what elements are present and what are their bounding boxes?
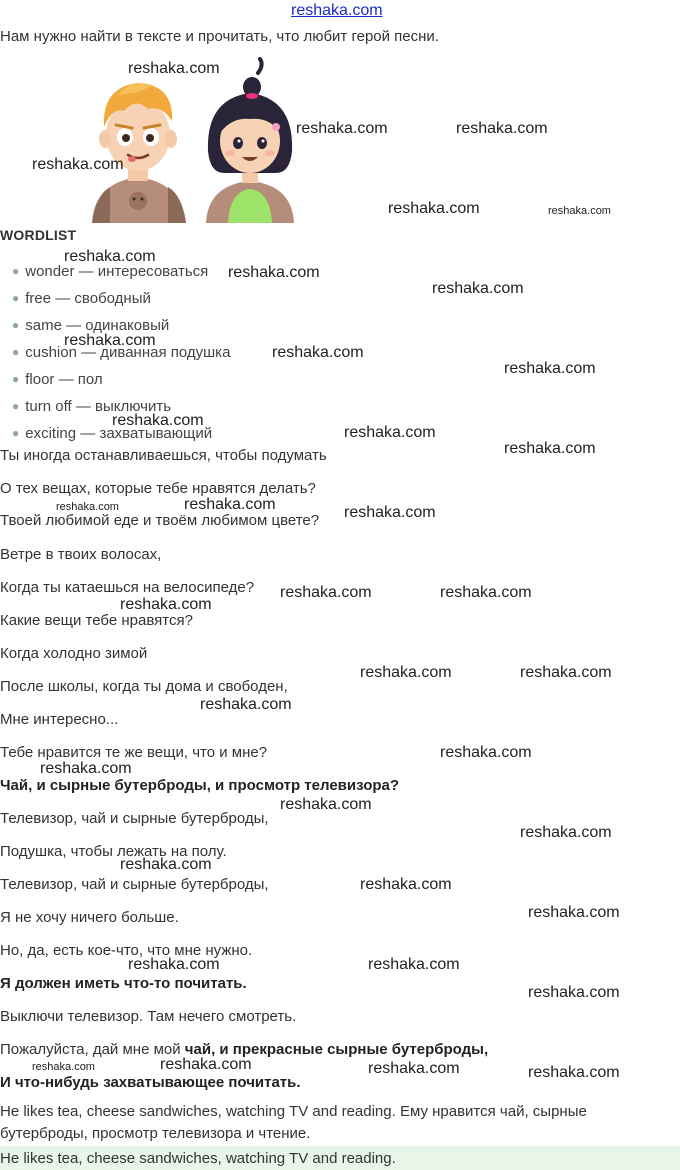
watermark: reshaka.com	[120, 856, 212, 873]
bullet-icon: ●	[12, 264, 20, 278]
bullet-icon: ●	[12, 345, 20, 359]
watermark: reshaka.com	[128, 956, 220, 973]
wordlist-item: ● cushion — диванная подушка	[12, 344, 231, 361]
watermark: reshaka.com	[360, 664, 452, 681]
bullet-icon: ●	[12, 426, 20, 440]
boy-figure	[92, 83, 186, 223]
boy-and-girl-illustration	[88, 55, 348, 223]
poem-line: Телевизор, чай и сырные бутерброды,	[0, 876, 269, 893]
watermark: reshaka.com	[344, 504, 436, 521]
watermark: reshaka.com	[112, 412, 204, 429]
poem-line-first-letter: И	[0, 1074, 11, 1091]
poem-line-highlight: Я должен иметь что-то почитать.	[0, 975, 247, 992]
watermark: reshaka.com	[440, 584, 532, 601]
poem-line: Тебе нравится те же вещи, что и мне?	[0, 744, 268, 761]
watermark: reshaka.com	[32, 156, 124, 173]
watermark: reshaka.com	[520, 664, 612, 681]
watermark: reshaka.com	[184, 496, 276, 513]
poem-line: Телевизор, чай и сырные бутерброды,	[0, 810, 269, 827]
poem-line: Мне интересно...	[0, 711, 119, 728]
watermark: reshaka.com	[528, 904, 620, 921]
bullet-icon: ●	[12, 372, 20, 386]
wordlist-item: ● turn off — выключить	[12, 398, 172, 415]
wordlist-item: ● floor — пол	[12, 371, 103, 388]
watermark: reshaka.com	[40, 760, 132, 777]
wordlist-item: ● same — одинаковый	[12, 317, 170, 334]
answer-text: He likes tea, cheese sandwiches, watching TV and reading.	[0, 1150, 396, 1167]
watermark: reshaka.com	[368, 956, 460, 973]
watermark: reshaka.com	[520, 824, 612, 841]
watermark: reshaka.com	[504, 440, 596, 457]
poem-line: Выключи телевизор. Там нечего смотреть.	[0, 1008, 297, 1025]
summary-line: бутерброды, просмотр телевизора и чтение.	[0, 1125, 311, 1142]
poem-line: Ты иногда останавливаешься, чтобы подумать	[0, 447, 327, 464]
watermark: reshaka.com	[456, 120, 548, 137]
poem-line-bold-part: что-нибудь захватывающее почитать.	[10, 1074, 301, 1091]
watermark: reshaka.com	[432, 280, 524, 297]
girl-figure	[206, 59, 294, 223]
watermark: reshaka.com	[64, 248, 156, 265]
poem-line: Я не хочу ничего больше.	[0, 909, 179, 926]
watermark: reshaka.com	[32, 1061, 95, 1073]
wordlist-item: ● wonder — интересоваться	[12, 263, 209, 280]
wordlist-item: ● exciting — захватывающий	[12, 425, 213, 442]
watermark: reshaka.com	[388, 200, 480, 217]
watermark: reshaka.com	[200, 696, 292, 713]
watermark: reshaka.com	[128, 60, 220, 77]
watermark: reshaka.com	[528, 1064, 620, 1081]
watermark: reshaka.com	[228, 264, 320, 281]
site-logo-link[interactable]: reshaka.com	[291, 2, 383, 19]
watermark: reshaka.com	[528, 984, 620, 1001]
watermark: reshaka.com	[504, 360, 596, 377]
poem-line-normal-part: Пожалуйста, дай мне мой	[0, 1041, 185, 1058]
bullet-icon: ●	[12, 318, 20, 332]
bullet-icon: ●	[12, 399, 20, 413]
watermark: reshaka.com	[120, 596, 212, 613]
poem-line-highlight: Чай, и сырные бутерброды, и просмотр телевизора?	[0, 777, 400, 794]
watermark: reshaka.com	[272, 344, 364, 361]
summary-line: He likes tea, cheese sandwiches, watching TV and reading. Ему нравится чай, сырные	[0, 1103, 587, 1120]
watermark: reshaka.com	[160, 1056, 252, 1073]
watermark: reshaka.com	[296, 120, 388, 137]
poem-line: Когда ты катаешься на велосипеде?	[0, 579, 255, 596]
watermark: reshaka.com	[344, 424, 436, 441]
poem-line-bold-part: чай, и прекрасные сырные бутерброды,	[184, 1041, 489, 1058]
poem-line: Какие вещи тебе нравятся?	[0, 612, 193, 629]
watermark: reshaka.com	[368, 1060, 460, 1077]
watermark: reshaka.com	[548, 205, 611, 217]
poem-line: О тех вещах, которые тебе нравятся делать?	[0, 480, 316, 497]
poem-line-mixed	[0, 1074, 301, 1092]
poem-line: Но, да, есть кое-что, что мне нужно.	[0, 942, 253, 959]
watermark: reshaka.com	[360, 876, 452, 893]
watermark: reshaka.com	[56, 501, 119, 513]
wordlist-title: WORDLIST	[0, 227, 77, 243]
poem-line: Твоей любимой еде и твоём любимом цвете?	[0, 512, 320, 529]
watermark: reshaka.com	[440, 744, 532, 761]
poem-line: После школы, когда ты дома и свободен,	[0, 678, 288, 695]
wordlist-item: ● free — свободный	[12, 290, 151, 307]
bullet-icon: ●	[12, 291, 20, 305]
poem-line: Когда холодно зимой	[0, 645, 148, 662]
watermark: reshaka.com	[280, 584, 372, 601]
task-instruction: Нам нужно найти в тексте и прочитать, что любит герой песни.	[0, 28, 439, 45]
watermark: reshaka.com	[64, 332, 156, 349]
watermark: reshaka.com	[280, 796, 372, 813]
poem-line: Подушка, чтобы лежать на полу.	[0, 843, 227, 860]
poem-line: Ветре в твоих волосах,	[0, 546, 162, 563]
